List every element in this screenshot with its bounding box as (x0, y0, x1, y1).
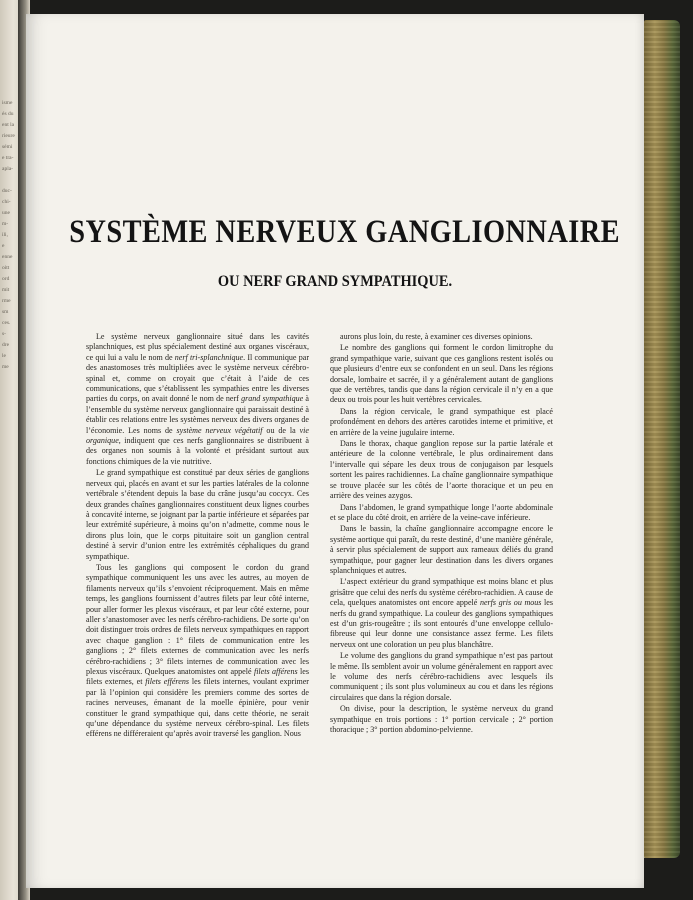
paragraph: L’aspect extérieur du grand sympathique est moins blanc et plus grisâtre que celui des nerfs du système cérébro-rachidien. A cause de cela, quelques anatomistes ont encore appelé nerfs gris ou mous les nerfs du grand sympathique. La couleur des ganglions sympathiques est d’un gris-rougeâtre ; ils sont entourés d’une enveloppe cellulo-fibreuse qui leur donne une consistance assez ferme. Les filets nerveux ont une coloration un peu plus blanchâtre. (330, 577, 553, 649)
facing-page-fragment: és du (2, 111, 14, 117)
book-page (26, 14, 644, 888)
page-subtitle: OU NERF GRAND SYMPATHIQUE. (217, 273, 453, 290)
facing-page-fragment: rieure (2, 133, 15, 139)
paragraph: Le volume des ganglions du grand sympathique n’est pas partout le même. Ils semblent avoir un volume généralement en rapport avec le volume des nerfs cérébro-rachidiens avec lesquels ils communiquent ; ils sont plus volumineux au cou et dans les régions circulaires que dans la région dorsale. (330, 651, 553, 702)
facing-page-fragment: s- (2, 331, 6, 337)
facing-page-fragment: dre (2, 342, 10, 348)
page-title: SYSTÈME NERVEUX GANGLIONNAIRE (69, 214, 621, 250)
paragraph: Dans le bassin, la chaîne ganglionnaire accompagne encore le système aortique qui paraît, du reste destiné, d’une manière générale, à servir plus spécialement de support aux rameaux déliés du grand sympathique, pour gagner leur destination dans les divers organes splanchniques et autres. (330, 524, 553, 575)
facing-page-fragment: ces. (2, 320, 11, 326)
facing-page-fragment: me (2, 364, 9, 370)
facing-page-fragment: sm (2, 309, 9, 315)
facing-page-fragment: enne (2, 254, 13, 260)
facing-page-fragment: m- (2, 221, 9, 227)
facing-page-fragment: e tra- (2, 155, 14, 161)
emphasis: vie organique (86, 425, 309, 446)
facing-page-fragment: apla- (2, 166, 13, 172)
facing-page-fragment: e (2, 243, 5, 249)
paragraph: Le nombre des ganglions qui forment le cordon limitrophe du grand sympathique varie, suivant que ces ganglions restent isolés ou que plusieurs d’entre eux se confondent en un seul. Dans les régions dorsale, lombaire et sacrée, il y a généralement autant de ganglions que de vertèbres, tandis que dans la région cervicale il n’y en a que deux ou trois pour les huit vertèbres cervicales. (330, 343, 553, 405)
facing-page-fragment: duc- (2, 188, 12, 194)
facing-page-fragment: chi- (2, 199, 11, 205)
emphasis: système nerveux végétatif (176, 425, 263, 435)
facing-page-fragment: ili, (2, 232, 8, 238)
text-column-right (330, 332, 553, 772)
emphasis: grand sympathique (241, 394, 304, 404)
paragraph: On divise, pour la description, le système nerveux du grand sympathique en trois portions : 1° portion cervicale ; 2° portion thoracique ; 3° portion abdomino-pelvienne. (330, 704, 553, 735)
emphasis: nerf tri-splanchnique (174, 352, 244, 362)
facing-page-fragment: oitt (2, 265, 10, 271)
paragraph: Dans le thorax, chaque ganglion repose sur la partie latérale et antérieure de la colonne vertébrale, le plus ordinairement dans l’intervalle qui sépare les deux trous de conjugaison par lesquels sortent les paires rachidiennes. La chaîne ganglionnaire sympathique se trouve placée sur les côtés de l’aorte thoracique et un peu en arrière des veines azygos. (330, 439, 553, 501)
emphasis: filets efférens (145, 677, 189, 687)
paragraph: Le système nerveux ganglionnaire situé dans les cavités splanchniques, est plus spécialement destiné aux organes viscéraux, ce qui lui a valu le nom de nerf tri-splanchnique. Il communique par des anastomoses très multipliées avec le système nerveux cérébro-spinal et, comme on croyait que c’était à l’aide de ces communications, que s’établissent les sympathies entre les diverses parties du corps, on avait donné le nom de nerf grand sympathique à l’ensemble du système nerveux ganglionnaire qui paraissait destiné à établir ces relations entre les systèmes nerveux des divers organes de l’économie. Les noms de système nerveux végétatif ou de la vie organique, indiquent que ces nerfs ganglionnaires se distribuent à des organes non soumis à la volonté et présidant surtout aux fonctions chimiques de la vie nutritive. (86, 332, 309, 466)
paragraph: aurons plus loin, du reste, à examiner ces diverses opinions. (340, 332, 533, 341)
facing-page-fragment: rme (2, 298, 11, 304)
paragraph: Dans la région cervicale, le grand sympathique est placé profondément en dehors des artères carotides interne et primitive, et en arrière de la veine jugulaire interne. (330, 406, 553, 437)
facing-page-fragment: isme (2, 100, 13, 106)
paragraph: Tous les ganglions qui composent le cordon du grand sympathique communiquent les uns avec les autres, au moyen de filaments nerveux qu’ils s’envoient réciproquement. Mais en même temps, les ganglions fournissent d’autres filets par leur côté interne, pour aller former les plexus viscéraux, et par leur côté externe, pour aller s’anastomoser avec les nerfs cérébro-rachidiens. De sorte qu’on doit distinguer trois ordres de filets nerveux sympathiques en rapport avec chaque ganglion : 1° filets de communication entre les ganglions ; 2° filets externes de communication avec les nerfs cérébro-rachidiens ; 3° filets internes de communication avec les plexus viscéraux. Quelques anatomistes ont appelé filets afférens les filets externes, et filets efférens les filets internes, voulant exprimer par là l’opinion qui considère les premiers comme des sortes de racines nerveuses, émanant de la moelle épinière, pour venir constituer le grand sympathique qui, dans cette théorie, ne serait qu’une dépendance du système nerveux cérébro-spinal. Les filets efférens ne différeraient qu’après avoir traversé les ganglion. Nous (86, 562, 309, 739)
facing-page-fragment: une (2, 210, 10, 216)
facing-page-fragment: le (2, 353, 6, 359)
emphasis: nerfs gris ou mous (479, 598, 542, 608)
facing-page-fragment: mit (2, 287, 10, 293)
facing-page-fragment: ord (2, 276, 10, 282)
paragraph: Dans l’abdomen, le grand sympathique longe l’aorte abdominale et se place du côté droit, en arrière de la veine-cave inférieure. (330, 502, 553, 522)
facing-page-fragment: sémi (2, 144, 13, 150)
facing-page-fragment: ent la (2, 122, 15, 128)
book-spine (644, 20, 680, 858)
text-column-left (86, 332, 309, 772)
emphasis: filets afférens (253, 667, 298, 676)
paragraph: Le grand sympathique est constitué par deux séries de ganglions nerveux qui, placés en avant et sur les parties latérales de la colonne vertébrale s’étendent depuis la base du crâne jusqu’au coccyx. Ces deux grandes chaînes ganglionnaires constituent deux lignes courbes à concavité interne, se joignant par la partie inférieure et séparées par leur extrémité supérieure, à moins qu’on n’admette, comme nous le dirons plus loin, que le corps pituitaire soit un ganglion central destiné à servir d’union entre les extrémités céphaliques du grand sympathique. (86, 468, 309, 561)
